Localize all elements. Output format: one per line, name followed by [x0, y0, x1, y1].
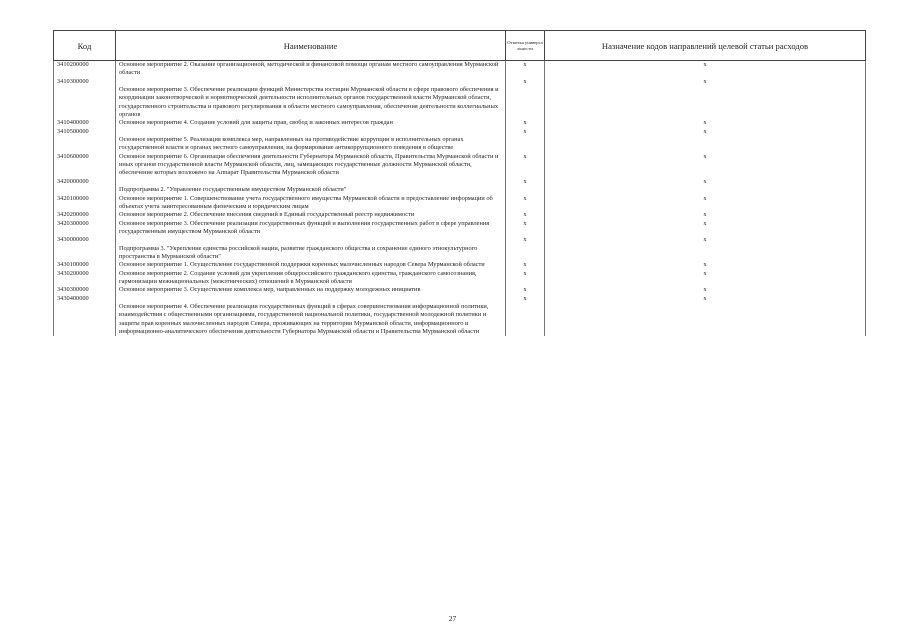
row-name-cell — [116, 78, 506, 120]
table-row — [54, 236, 866, 261]
header-code: Код — [54, 31, 116, 61]
row-mark: x — [506, 270, 545, 287]
row-code: 3430400000 — [54, 295, 116, 337]
row-mark: x — [506, 195, 545, 212]
row-name-cell — [116, 61, 506, 78]
row-description: x — [545, 195, 866, 212]
row-mark: x — [506, 119, 545, 127]
row-name: Основное мероприятие 2. Создание условий для укрепления общероссийского гражданского единства, гражданского самосознания, гармонизации межнациональных (межэтнических) отношений в Мурманской области — [119, 269, 477, 285]
row-description: x — [545, 236, 866, 261]
table-row — [54, 195, 866, 212]
table-row — [54, 220, 866, 237]
table-row — [54, 270, 866, 287]
header-mark: Отметка универсальности — [506, 31, 545, 61]
header-name: Наименование — [116, 31, 506, 61]
row-code: 3410400000 — [54, 119, 116, 127]
row-name: Основное мероприятие 3. Обеспечение реализации функций Министерства юстиции Мурманской области в сфере правового обеспечения и координации законотворческой и нормотворческой деятельности исполнительных органов государственной власти Мурманской области, государственного строительства и правового регулирования в области местного самоуправления, обеспечения деятельности коллегиальных органов — [119, 86, 499, 119]
row-name: Подпрограмма 3. "Укрепление единства российской нации, развитие гражданского общества и сохранение единого этнокультурного пространства в Мурманской области" — [119, 244, 478, 260]
row-description: x — [545, 261, 866, 269]
header-description: Назначение кодов направлений целевой статьи расходов — [545, 31, 866, 61]
row-name: Основное мероприятие 1. Совершенствование учета государственного имущества Мурманской области и предоставление информации об объектах учета заинтересованным физическим и юридическим лицам — [119, 194, 493, 210]
row-code: 3430200000 — [54, 270, 116, 287]
row-description: x — [545, 61, 866, 78]
table-row — [54, 261, 866, 269]
row-description: x — [545, 78, 866, 120]
table-row — [54, 153, 866, 178]
row-description: x — [545, 286, 866, 294]
row-mark: x — [506, 220, 545, 237]
row-name-cell — [116, 195, 506, 212]
row-description: x — [545, 128, 866, 153]
row-mark: x — [506, 153, 545, 178]
row-description: x — [545, 220, 866, 237]
table-header-row — [54, 31, 866, 61]
row-description: x — [545, 295, 866, 337]
row-mark: x — [506, 286, 545, 294]
row-code: 3410500000 — [54, 128, 116, 153]
row-name-cell — [116, 178, 506, 195]
table-row — [54, 61, 866, 78]
row-name: Основное мероприятие 1. Осуществление государственной поддержки коренных малочисленных народов Севера Мурманской области — [119, 261, 485, 269]
row-code: 3420100000 — [54, 195, 116, 212]
row-name: Основное мероприятие 3. Осуществление комплекса мер, направленных на поддержку молодежных инициатив — [119, 286, 421, 294]
row-mark: x — [506, 61, 545, 78]
row-name-cell — [116, 270, 506, 287]
row-code: 3430100000 — [54, 261, 116, 269]
table-row — [54, 211, 866, 219]
row-name: Подпрограмма 2. "Управление государственным имуществом Мурманской области" — [119, 186, 347, 194]
row-name: Основное мероприятие 6. Организация обеспечения деятельности Губернатора Мурманской области, Правительства Мурманской области и иных органов государственной власти Мурманской области, лиц, замещающих государственные должности Мурманской области, обеспечение которых возложено на Аппарат Правительства Мурманской области — [119, 152, 499, 177]
row-mark: x — [506, 295, 545, 337]
row-mark: x — [506, 236, 545, 261]
row-mark: x — [506, 128, 545, 153]
table-row — [54, 78, 866, 120]
row-mark: x — [506, 211, 545, 219]
row-name: Основное мероприятие 2. Оказание организационной, методической и финансовой помощи органам местного самоуправления Мурманской области — [119, 61, 499, 77]
row-description: x — [545, 211, 866, 219]
row-mark: x — [506, 261, 545, 269]
row-code: 3410300000 — [54, 78, 116, 120]
table-row — [54, 178, 866, 195]
row-code: 3410600000 — [54, 153, 116, 178]
row-name-cell — [116, 220, 506, 237]
row-description: x — [545, 153, 866, 178]
target-article-table — [53, 30, 866, 336]
row-name: Основное мероприятие 4. Обеспечение реализации государственных функций в сферах совершенствования информационной политики, взаимодействия с общественными организациями, государственной национальной политики, государственной молодежной политики и защиты прав коренных малочисленных народов Севера, проживающих на территории Мурманской области, информационного и информационно-аналитического обеспечения деятельности Губернатора Мурманской области и Правительства Мурманской области — [119, 302, 489, 335]
row-description: x — [545, 178, 866, 195]
row-code: 3420300000 — [54, 220, 116, 237]
document-page — [53, 30, 865, 336]
page-number: 27 — [448, 614, 457, 623]
row-code: 3410200000 — [54, 61, 116, 78]
row-description: x — [545, 270, 866, 287]
row-name: Основное мероприятие 5. Реализация комплекса мер, направленных на противодействие коррупции в исполнительных органах государственной власти и органах местного самоуправления, на формирование антикоррупционного поведения в обществе — [119, 136, 464, 152]
row-code: 3420200000 — [54, 211, 116, 219]
table-row — [54, 286, 866, 294]
row-name-cell — [116, 119, 506, 127]
row-name: Основное мероприятие 2. Обеспечение внесения сведений в Единый государственный реестр недвижимости — [119, 211, 415, 219]
table-body — [54, 61, 866, 337]
row-description: x — [545, 119, 866, 127]
row-name-cell — [116, 295, 506, 337]
row-name: Основное мероприятие 3. Обеспечение реализации государственных функций и выполнения государственных работ в сфере управления государственным имуществом Мурманской области — [119, 219, 490, 235]
row-name-cell — [116, 128, 506, 153]
row-code: 3430300000 — [54, 286, 116, 294]
table-row — [54, 295, 866, 337]
row-name-cell — [116, 261, 506, 269]
table-row — [54, 128, 866, 153]
row-code: 3430000000 — [54, 236, 116, 261]
row-name-cell — [116, 211, 506, 219]
row-code: 3420000000 — [54, 178, 116, 195]
row-mark: x — [506, 178, 545, 195]
row-mark: x — [506, 78, 545, 120]
row-name-cell — [116, 236, 506, 261]
row-name: Основное мероприятие 4. Создание условий для защиты прав, свобод и законных интересов граждан — [119, 119, 393, 127]
table-row — [54, 119, 866, 127]
row-name-cell — [116, 153, 506, 178]
row-name-cell — [116, 286, 506, 294]
